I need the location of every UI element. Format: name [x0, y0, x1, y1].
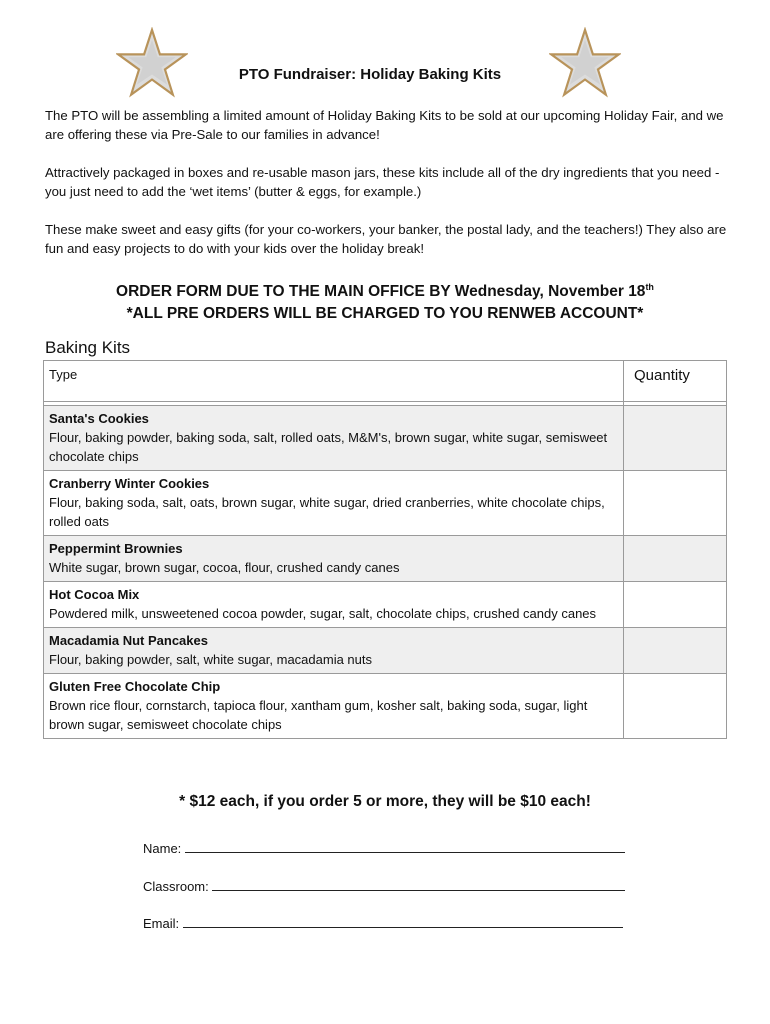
- table-row: [44, 536, 727, 582]
- kit-ingredients: Flour, baking powder, salt, white sugar, macadamia nuts: [49, 652, 373, 667]
- charge-notice-line: *ALL PRE ORDERS WILL BE CHARGED TO YOU RENWEB ACCOUNT*: [126, 305, 644, 323]
- table-row: [44, 674, 727, 739]
- kit-name: Santa's Cookies: [49, 411, 149, 426]
- quantity-cell[interactable]: [624, 406, 727, 471]
- kit-ingredients: Powdered milk, unsweetened cocoa powder, sugar, salt, chocolate chips, crushed candy canes: [49, 606, 597, 621]
- pricing-note: * $12 each, if you order 5 or more, they will be $10 each!: [179, 793, 591, 810]
- order-notice: [0, 276, 770, 325]
- due-date-line: [0, 276, 770, 303]
- quantity-cell[interactable]: [624, 471, 727, 536]
- email-input-line[interactable]: [183, 915, 623, 928]
- due-date-text: ORDER FORM DUE TO THE MAIN OFFICE BY Wednesday, November 18: [116, 283, 646, 301]
- section-title: Baking Kits: [45, 338, 131, 357]
- star-icon: [549, 27, 621, 99]
- classroom-field[interactable]: [143, 878, 633, 894]
- kit-type-cell: [44, 406, 624, 471]
- kit-name: Cranberry Winter Cookies: [49, 476, 210, 491]
- quantity-cell[interactable]: [624, 582, 727, 628]
- table-row: [44, 471, 727, 536]
- kit-name: Peppermint Brownies: [49, 541, 183, 556]
- kit-type-cell: [44, 582, 624, 628]
- kit-ingredients: White sugar, brown sugar, cocoa, flour, crushed candy canes: [49, 560, 400, 575]
- intro-paragraph-1: The PTO will be assembling a limited amount of Holiday Baking Kits to be sold at our upcoming Holiday Fair, and we are offering these via Pre-Sale to our families in advance!: [45, 108, 724, 142]
- column-header-quantity: Quantity: [624, 361, 727, 402]
- kit-ingredients: Brown rice flour, cornstarch, tapioca flour, xantham gum, kosher salt, baking soda, sugar, light brown sugar, semisweet chocolate chips: [49, 698, 588, 732]
- quantity-cell[interactable]: [624, 628, 727, 674]
- baking-kits-table: [43, 360, 727, 739]
- kit-ingredients: Flour, baking powder, baking soda, salt, rolled oats, M&M's, brown sugar, white sugar, semisweet chocolate chips: [49, 430, 608, 464]
- intro-paragraph-3: These make sweet and easy gifts (for your co-workers, your banker, the postal lady, and the teachers!) They also are fun and easy projects to do with your kids over the holiday break!: [45, 222, 727, 256]
- kit-type-cell: [44, 628, 624, 674]
- email-label: Email:: [143, 916, 180, 931]
- classroom-label: Classroom:: [143, 879, 209, 894]
- table-row: [44, 582, 727, 628]
- name-input-line[interactable]: [185, 840, 625, 853]
- kit-type-cell: [44, 674, 624, 739]
- classroom-input-line[interactable]: [212, 878, 625, 891]
- table-row: [44, 406, 727, 471]
- kit-ingredients: Flour, baking soda, salt, oats, brown sugar, white sugar, dried cranberries, white chocolate chips, rolled oats: [49, 495, 605, 529]
- due-date-suffix: th: [645, 282, 654, 292]
- quantity-cell[interactable]: [624, 674, 727, 739]
- column-header-type: Type: [44, 361, 624, 402]
- quantity-cell[interactable]: [624, 536, 727, 582]
- kit-name: Hot Cocoa Mix: [49, 587, 140, 602]
- star-icon: [116, 27, 188, 99]
- page-title: PTO Fundraiser: Holiday Baking Kits: [238, 66, 502, 83]
- name-field[interactable]: [143, 840, 633, 856]
- kit-name: Macadamia Nut Pancakes: [49, 633, 208, 648]
- kit-name: Gluten Free Chocolate Chip: [49, 679, 221, 694]
- kit-type-cell: [44, 471, 624, 536]
- email-field[interactable]: [143, 915, 633, 931]
- name-label: Name:: [143, 841, 182, 856]
- table-row: [44, 628, 727, 674]
- intro-paragraph-2: Attractively packaged in boxes and re-usable mason jars, these kits include all of the dry ingredients that you need - you just need to add the ‘wet items’ (butter & eggs, for example.): [45, 165, 720, 199]
- kit-type-cell: [44, 536, 624, 582]
